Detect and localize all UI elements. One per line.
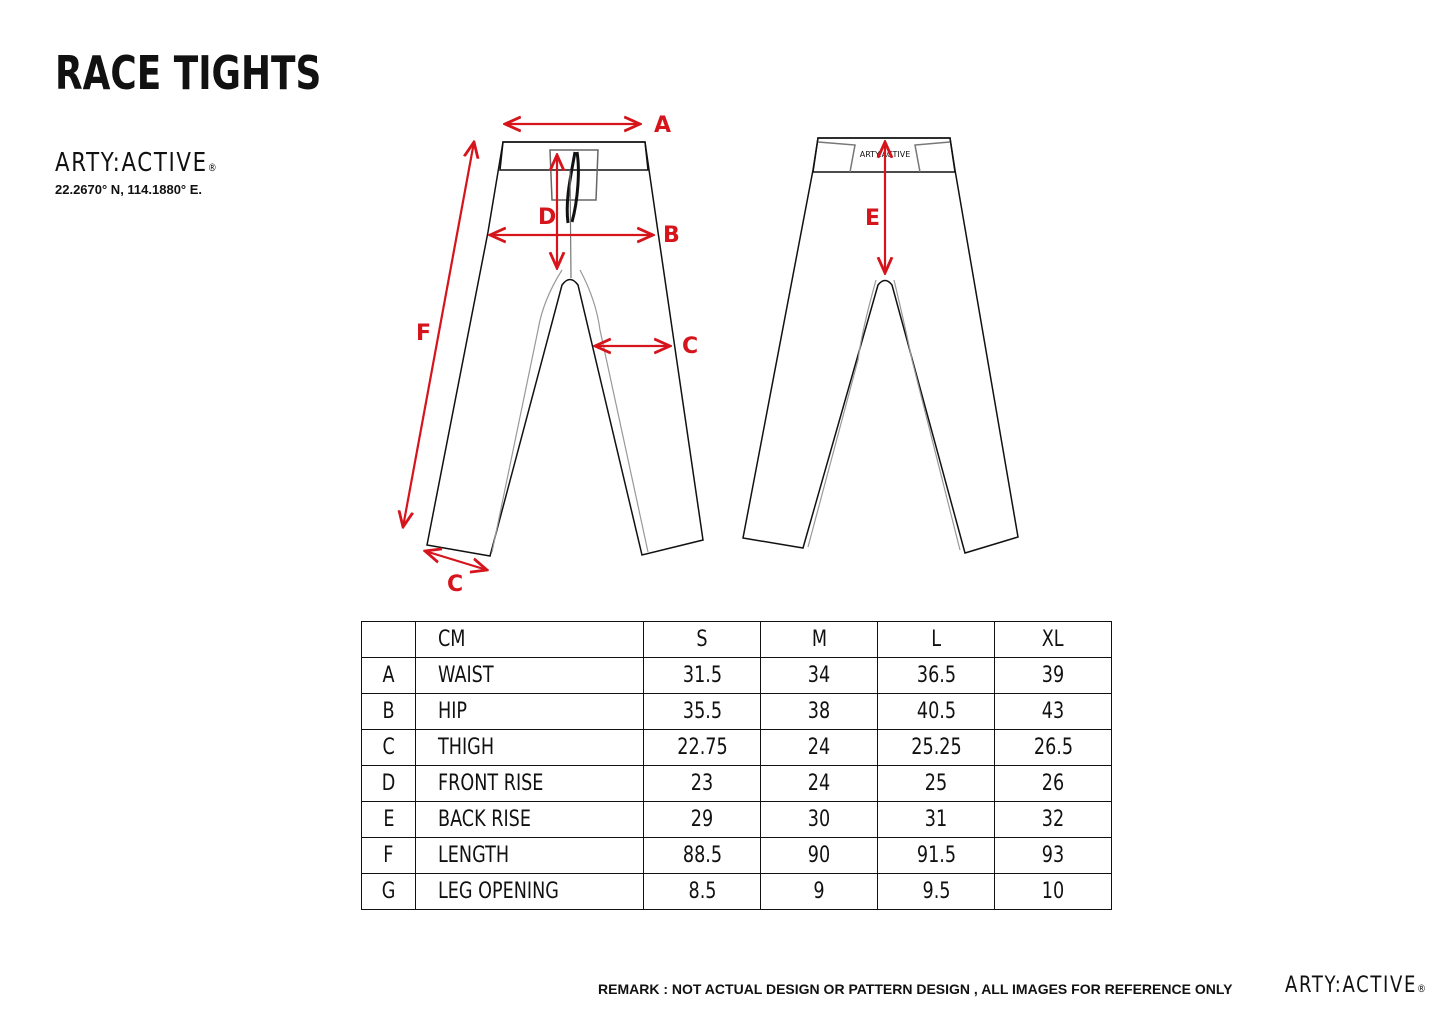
row-code-cell: E: [362, 802, 416, 838]
table-row: [362, 802, 1112, 838]
row-name-cell: FRONT RISE: [416, 766, 644, 802]
label-b: B: [663, 223, 680, 248]
back-tights-drawing: [743, 138, 1018, 553]
table-row: [362, 694, 1112, 730]
label-c-thigh: C: [682, 334, 699, 359]
row-value-cell: 22.75: [644, 730, 761, 766]
label-c-opening: C: [447, 572, 464, 597]
header-cell: L: [878, 622, 995, 658]
back-outline: [743, 138, 1018, 553]
header-cell: S: [644, 622, 761, 658]
row-value-cell: 8.5: [644, 874, 761, 910]
size-chart-table: [361, 621, 1112, 910]
row-value-cell: 38: [761, 694, 878, 730]
row-value-cell: 39: [995, 658, 1112, 694]
table-row: [362, 730, 1112, 766]
page-title: RACE TIGHTS: [55, 46, 322, 100]
front-tights-drawing: [427, 142, 703, 556]
header-cell: M: [761, 622, 878, 658]
row-value-cell: 24: [761, 730, 878, 766]
row-value-cell: 30: [761, 802, 878, 838]
row-value-cell: 36.5: [878, 658, 995, 694]
row-name-cell: HIP: [416, 694, 644, 730]
table-row: [362, 658, 1112, 694]
row-value-cell: 26.5: [995, 730, 1112, 766]
back-logo-text: ARTY:ACTIVE: [859, 150, 911, 159]
row-value-cell: 29: [644, 802, 761, 838]
row-value-cell: 26: [995, 766, 1112, 802]
row-code-cell: A: [362, 658, 416, 694]
row-value-cell: 25.25: [878, 730, 995, 766]
label-e: E: [865, 206, 881, 231]
row-code-cell: G: [362, 874, 416, 910]
row-value-cell: 91.5: [878, 838, 995, 874]
row-value-cell: 31: [878, 802, 995, 838]
table-row: [362, 838, 1112, 874]
row-value-cell: 9.5: [878, 874, 995, 910]
table-header-row: [362, 622, 1112, 658]
row-value-cell: 40.5: [878, 694, 995, 730]
row-name-cell: WAIST: [416, 658, 644, 694]
row-value-cell: 90: [761, 838, 878, 874]
row-name-cell: LEG OPENING: [416, 874, 644, 910]
row-value-cell: 88.5: [644, 838, 761, 874]
row-code-cell: F: [362, 838, 416, 874]
row-code-cell: C: [362, 730, 416, 766]
brand-logo: ARTY:ACTIVE®: [55, 148, 219, 178]
row-value-cell: 35.5: [644, 694, 761, 730]
row-code-cell: D: [362, 766, 416, 802]
row-value-cell: 25: [878, 766, 995, 802]
footer-remark: REMARK : NOT ACTUAL DESIGN OR PATTERN DESIGN , ALL IMAGES FOR REFERENCE ONLY: [598, 981, 1233, 997]
row-value-cell: 43: [995, 694, 1112, 730]
row-value-cell: 10: [995, 874, 1112, 910]
row-value-cell: 93: [995, 838, 1112, 874]
row-name-cell: THIGH: [416, 730, 644, 766]
label-f: F: [416, 321, 432, 346]
row-value-cell: 23: [644, 766, 761, 802]
row-code-cell: B: [362, 694, 416, 730]
label-d: D: [538, 205, 557, 230]
row-value-cell: 32: [995, 802, 1112, 838]
header-cell: XL: [995, 622, 1112, 658]
row-value-cell: 9: [761, 874, 878, 910]
row-value-cell: 34: [761, 658, 878, 694]
row-value-cell: 24: [761, 766, 878, 802]
footer-brand-logo: ARTY:ACTIVE®: [1285, 973, 1428, 998]
row-name-cell: BACK RISE: [416, 802, 644, 838]
front-outline: [427, 142, 703, 556]
row-name-cell: LENGTH: [416, 838, 644, 874]
header-cell: CM: [416, 622, 644, 658]
table-row: [362, 766, 1112, 802]
brand-coordinates: 22.2670° N, 114.1880° E.: [55, 182, 203, 197]
label-a: A: [654, 113, 672, 138]
row-value-cell: 31.5: [644, 658, 761, 694]
footer-brand: [1285, 975, 1445, 997]
header-cell: [362, 622, 416, 658]
table-row: [362, 874, 1112, 910]
